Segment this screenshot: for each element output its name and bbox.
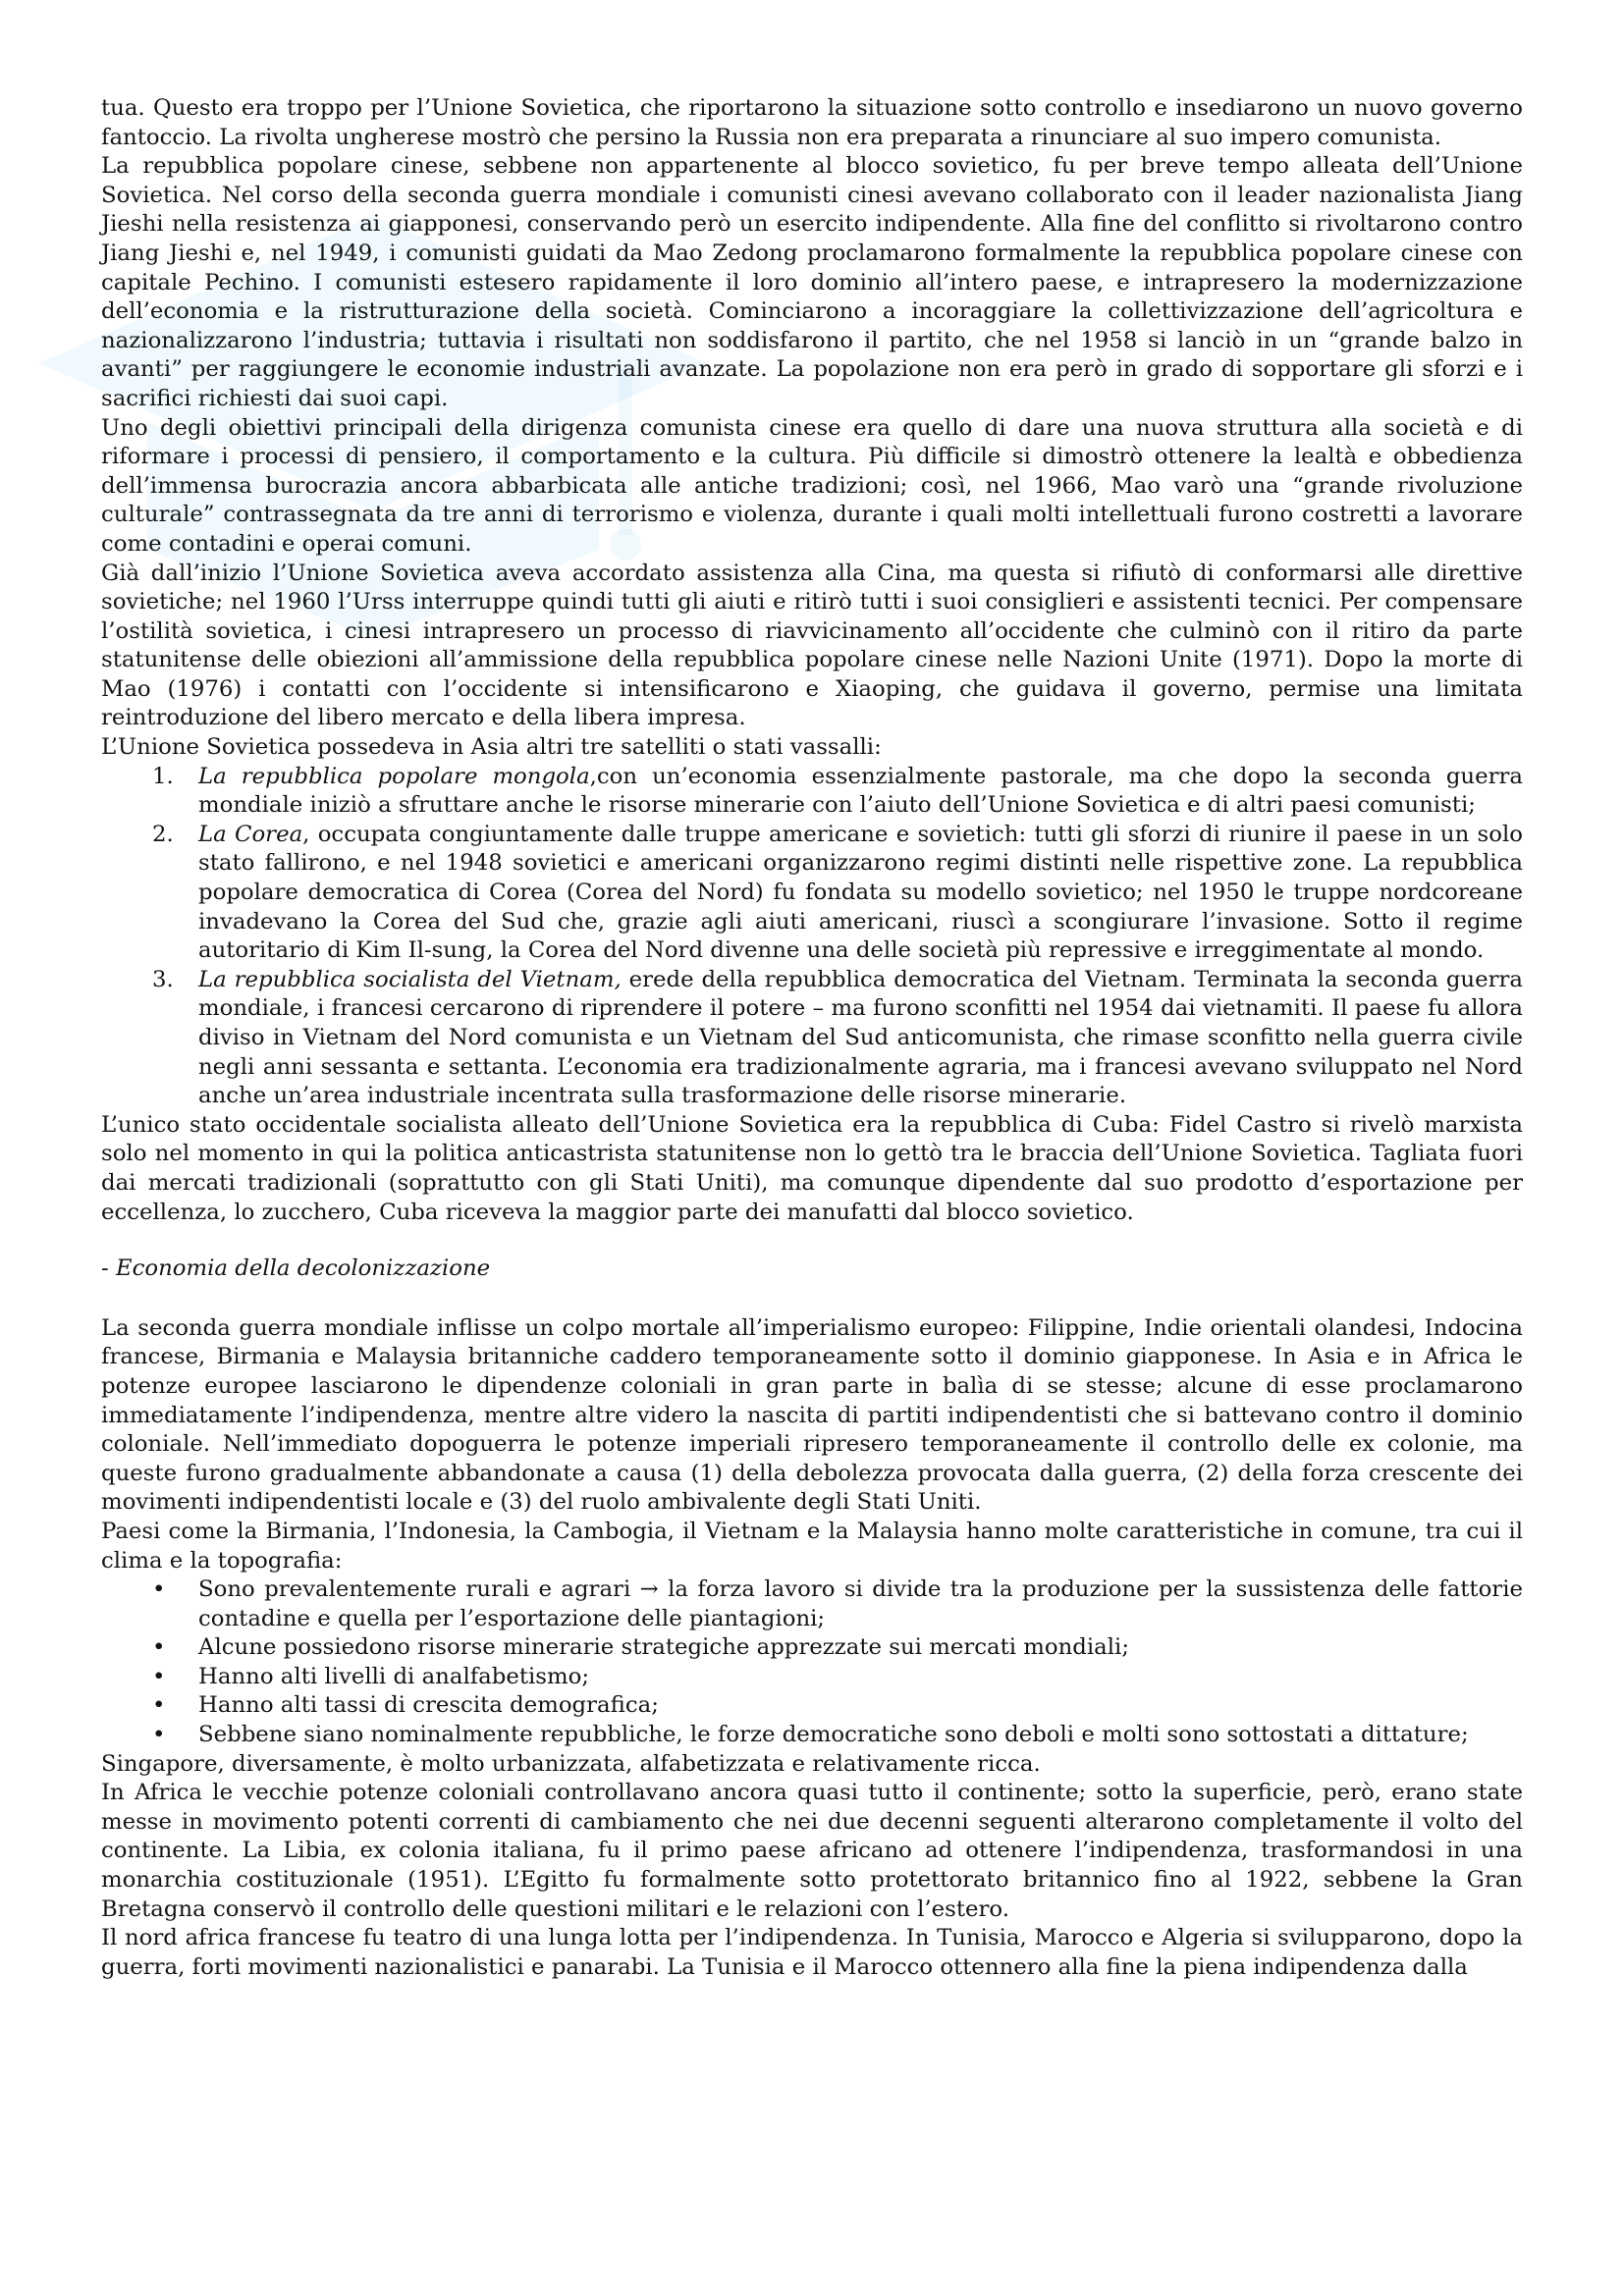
- paragraph: In Africa le vecchie potenze coloniali controllavano ancora quasi tutto il continente; sotto la superficie, però, erano state messe in movimento potenti correnti di cambiamento che nei due decenni seguenti alterarono completamente il volto del continente. La Libia, ex colonia italiana, fu il primo paese africano ad ottenere l’indipendenza, trasformandosi in una monarchia costituzionale (1951). L’Egitto fu formalmente sotto protettorato britannico fino al 1922, sebbene la Gran Bretagna conservò il controllo delle questioni militari e le relazioni con l’estero.: [101, 1780, 1523, 1922]
- bullet-item: • Hanno alti tassi di crescita demografica;: [198, 1691, 1523, 1721]
- list-item-title: La Corea: [198, 821, 303, 847]
- document-body: [101, 94, 1523, 1982]
- numbered-list: [101, 763, 1523, 1111]
- bullet-item: • Alcune possiedono risorse minerarie strategiche apprezzate sui mercati mondiali;: [198, 1633, 1523, 1663]
- paragraph: tua. Questo era troppo per l’Unione Sovietica, che riportarono la situazione sotto controllo e insediarono un nuovo governo fantoccio. La rivolta ungherese mostrò che persino la Russia non era preparata a rinunciare al suo impero comunista.: [101, 95, 1523, 150]
- paragraph: L’unico stato occidentale socialista alleato dell’Unione Sovietica era la repubblica di Cuba: Fidel Castro si rivelò marxista solo nel momento in qui la politica anticastrista statunitense non lo gettò tra le braccia dell’Unione Sovietica. Tagliata fuori dai mercati tradizionali (soprattutto con gli Stati Uniti), ma comunque dipendente dal suo prodotto d’esportazione per eccellenza, lo zucchero, Cuba riceveva la maggior parte dei manufatti dal blocco sovietico.: [101, 1111, 1523, 1225]
- paragraph: Già dall’inizio l’Unione Sovietica aveva accordato assistenza alla Cina, ma questa si rifiutò di conformarsi alle direttive sovietiche; nel 1960 l’Urss interruppe quindi tutti gli aiuti e ritirò tutti i suoi consiglieri e assistenti tecnici. Per compensare l’ostilità sovietica, i cinesi intrapresero un processo di riavvicinamento all’occidente che culminò con il ritiro da parte statunitense delle obiezioni all’ammissione della repubblica popolare cinese nelle Nazioni Unite (1971). Dopo la morte di Mao (1976) i contatti con l’occidente si intensificarono e Xiaoping, che guidava il governo, permise una limitata reintroduzione del libero mercato e della libera impresa.: [101, 560, 1523, 731]
- list-item: [198, 966, 1523, 1111]
- bullet-item: • Sebbene siano nominalmente repubbliche, le forze democratiche sono deboli e molti sono sottostati a dittature;: [198, 1721, 1523, 1750]
- list-item-text: ,con un’economia essenzialmente pastorale, ma che dopo la seconda guerra mondiale iniziò a sfruttare anche le risorse minerarie con l’aiuto dell’Unione Sovietica e di altri paesi comunisti;: [198, 763, 1523, 819]
- paragraph: Paesi come la Birmania, l’Indonesia, la Cambogia, il Vietnam e la Malaysia hanno molte caratteristiche in comune, tra cui il clima e la topografia:: [101, 1518, 1523, 1574]
- list-item: [198, 763, 1523, 821]
- bullet-list: [101, 1575, 1523, 1750]
- list-item-title: La repubblica socialista del Vietnam,: [198, 966, 622, 992]
- list-item-title: La repubblica popolare mongola: [198, 763, 590, 789]
- list-item-text: erede della repubblica democratica del Vietnam. Terminata la seconda guerra mondiale, i francesi cercarono di riprendere il potere – ma furono sconfitti nel 1954 dai vietnamiti. Il paese fu allora diviso in Vietnam del Nord comunista e un Vietnam del Sud anticomunista, che rimase sconfitto nella guerra civile negli anni sessanta e settanta. L’economia era tradizionalmente agraria, ma i francesi avevano sviluppato nel Nord anche un’area industriale incentrata sulla trasformazione delle risorse minerarie.: [198, 966, 1523, 1109]
- list-item-text: , occupata congiuntamente dalle truppe americane e sovietich: tutti gli sforzi di riunire il paese in un solo stato fallirono, e nel 1948 sovietici e americani organizzarono regimi distinti nelle rispettive zone. La repubblica popolare democratica di Corea (Corea del Nord) fu fondata su modello sovietico; nel 1950 le truppe nordcoreane invadevano la Corea del Sud che, grazie agli aiuti americani, riuscì a scongiurare l’invasione. Sotto il regime autoritario di Kim Il-sung, la Corea del Nord divenne una delle società più repressive e irreggimentate al mondo.: [198, 821, 1523, 964]
- bullet-item: • Sono prevalentemente rurali e agrari → la forza lavoro si divide tra la produzione per la sussistenza delle fattorie contadine e quella per l’esportazione delle piantagioni;: [198, 1575, 1523, 1633]
- paragraph: La repubblica popolare cinese, sebbene non appartenente al blocco sovietico, fu per breve tempo alleata dell’Unione Sovietica. Nel corso della seconda guerra mondiale i comunisti cinesi avevano collaborato con il leader nazionalista Jiang Jieshi nella resistenza ai giapponesi, conservando però un esercito indipendente. Alla fine del conflitto si rivoltarono contro Jiang Jieshi e, nel 1949, i comunisti guidati da Mao Zedong proclamarono formalmente la repubblica popolare cinese con capitale Pechino. I comunisti estesero rapidamente il loro dominio all’intero paese, e intrapresero la modernizzazione dell’economia e la ristrutturazione della società. Cominciarono a incoraggiare la collettivizzazione dell’agricoltura e nazionalizzarono l’industria; tuttavia i risultati non soddisfarono il partito, che nel 1958 si lanciò in un “grande balzo in avanti” per raggiungere le economie industriali avanzate. La popolazione non era però in grado di sopportare gli sforzi e i sacrifici richiesti dai suoi capi.: [101, 153, 1523, 411]
- list-item: [198, 821, 1523, 966]
- paragraph: L’Unione Sovietica possedeva in Asia altri tre satelliti o stati vassalli:: [101, 734, 882, 761]
- paragraph: Uno degli obiettivi principali della dirigenza comunista cinese era quello di dare una nuova struttura alla società e di riformare i processi di pensiero, il comportamento e la cultura. Più difficile si dimostrò ottenere la lealtà e obbedienza dell’immensa burocrazia ancora abbarbicata alle antiche tradizioni; così, nel 1966, Mao varò una “grande rivoluzione culturale” contrassegnata da tre anni di terrorismo e violenza, durante i quali molti intellettuali furono costretti a lavorare come contadini e operai comuni.: [101, 414, 1523, 557]
- bullet-item: • Hanno alti livelli di analfabetismo;: [198, 1663, 1523, 1692]
- paragraph: Singapore, diversamente, è molto urbanizzata, alfabetizzata e relativamente ricca.: [101, 1750, 1041, 1777]
- section-heading: - Economia della decolonizzazione: [101, 1255, 491, 1282]
- paragraph: Il nord africa francese fu teatro di una lunga lotta per l’indipendenza. In Tunisia, Marocco e Algeria si svilupparono, dopo la guerra, forti movimenti nazionalistici e panarabi. La Tunisia e il Marocco ottennero alla fine la piena indipendenza dalla: [101, 1925, 1523, 1980]
- paragraph: La seconda guerra mondiale inflisse un colpo mortale all’imperialismo europeo: Filippine, Indie orientali olandesi, Indocina francese, Birmania e Malaysia britanniche caddero temporaneamente sotto il dominio giapponese. In Asia e in Africa le potenze europee lasciarono le dipendenze coloniali in gran parte in balìa di se stesse; alcune di esse proclamarono immediatamente l’indipendenza, mentre altre videro la nascita di partiti indipendentisti che si battevano contro il dominio coloniale. Nell’immediato dopoguerra le potenze imperiali ripresero temporaneamente il controllo delle ex colonie, ma queste furono gradualmente abbandonate a causa (1) della debolezza provocata dalla guerra, (2) della forza crescente dei movimenti indipendentisti locale e (3) del ruolo ambivalente degli Stati Uniti.: [101, 1314, 1523, 1516]
